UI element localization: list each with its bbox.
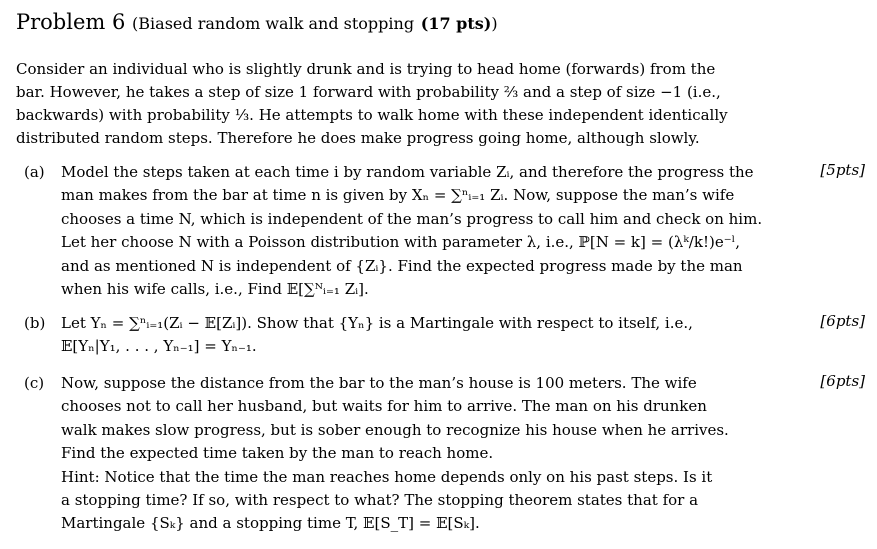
part-c — [24, 372, 769, 536]
intro-line: backwards) with probability ⅓. He attempts to walk home with these independent identically — [16, 106, 728, 124]
part-line: chooses not to call her husband, but waits for him to arrive. The man on his drunken — [61, 397, 707, 416]
part-line: Model the steps taken at each time i by random variable Zᵢ, and therefore the progress the — [61, 163, 754, 181]
part-a-points: [5pts] — [820, 161, 865, 179]
part-line: Find the expected time taken by the man to reach home. — [61, 444, 494, 463]
part-a-label: (a) — [24, 163, 45, 181]
part-a — [24, 161, 769, 301]
problem-points: (17 pts) — [420, 14, 492, 33]
part-line: when his wife calls, i.e., Find 𝔼[∑ᴺᵢ₌₁ Zᵢ]. — [61, 280, 369, 299]
problem-title — [16, 10, 498, 34]
problem-intro — [16, 58, 770, 150]
part-line: Hint: Notice that the time the man reaches home depends only on his past steps. Is it — [61, 467, 713, 486]
part-line: man makes from the bar at time n is given by Xₙ = ∑ⁿᵢ₌₁ Zᵢ. Now, suppose the man’s wife — [61, 186, 735, 205]
problem-subtitle: (Biased random walk and stopping — [132, 14, 415, 33]
part-b — [24, 312, 769, 359]
part-line: Let her choose N with a Poisson distribution with parameter λ, i.e., ℙ[N = k] = (λᵏ/k!)e⁻ˡ, — [61, 233, 741, 252]
intro-line: Consider an individual who is slightly drunk and is trying to head home (forwards) from the — [16, 60, 716, 78]
part-line: Let Yₙ = ∑ⁿᵢ₌₁(Zᵢ − 𝔼[Zᵢ]). Show that {Yₙ} is a Martingale with respect to itself, i.e., — [61, 314, 693, 332]
part-line: walk makes slow progress, but is sober enough to recognize his house when he arrives. — [61, 420, 729, 439]
part-line: chooses a time N, which is independent of the man’s progress to call him and check on him. — [61, 209, 763, 228]
part-line: Martingale {Sₖ} and a stopping time T, 𝔼[S_T] = 𝔼[Sₖ]. — [61, 514, 480, 533]
problem-subtitle-close: ) — [491, 14, 498, 33]
problem-heading: Problem 6 — [16, 10, 126, 34]
part-c-points: [6pts] — [820, 372, 865, 390]
part-b-body — [61, 312, 769, 359]
part-line: and as mentioned N is independent of {Zᵢ}. Find the expected progress made by the man — [61, 256, 743, 275]
part-b-label: (b) — [24, 314, 46, 332]
part-line: 𝔼[Yₙ|Y₁, . . . , Yₙ₋₁] = Yₙ₋₁. — [61, 337, 257, 356]
part-b-points: [6pts] — [820, 312, 865, 330]
part-c-label: (c) — [24, 374, 45, 392]
intro-line: bar. However, he takes a step of size 1 forward with probability ⅔ and a step of size −1 (i.e., — [16, 83, 721, 101]
intro-line: distributed random steps. Therefore he does make progress going home, although slowly. — [16, 129, 700, 147]
part-c-body — [61, 372, 769, 536]
part-line: a stopping time? If so, with respect to what? The stopping theorem states that for a — [61, 491, 699, 510]
part-a-body — [61, 161, 769, 301]
part-line: Now, suppose the distance from the bar to the man’s house is 100 meters. The wife — [61, 374, 697, 392]
